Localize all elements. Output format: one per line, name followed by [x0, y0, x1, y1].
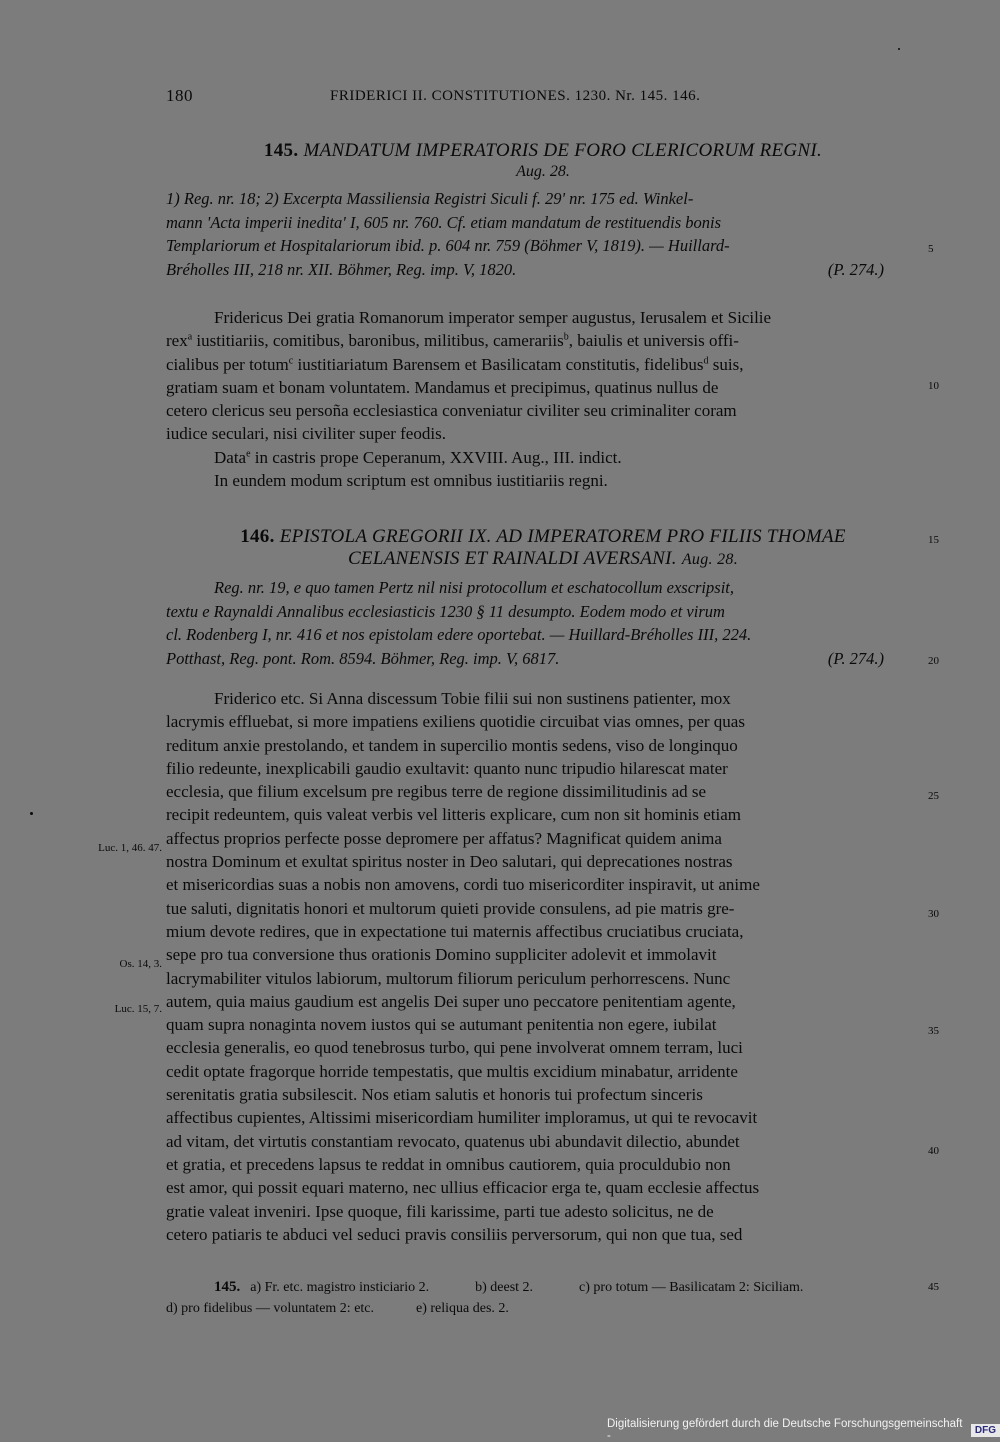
text-line: iudice seculari, nisi civiliter super feodis. — [166, 424, 446, 444]
text-line: lacrymis effluebat, si more impatiens exiliens quotidie circuibat vias omnes, per quas — [166, 712, 745, 732]
text-line: ecclesia, que filium excelsum pre regibus terre de regione dissimilitudinis ad se — [166, 782, 707, 802]
text-line: ad vitam, det virtutis constantiam revocato, quatenus ubi abundavit dilectio, abundet — [166, 1131, 740, 1151]
footnote-marker: c — [288, 354, 294, 366]
text-line: quam supra nonaginta novem iustos qui se autumant penitentia non egere, iubilat — [166, 1015, 717, 1035]
line-number: 40 — [928, 1145, 939, 1157]
line-number: 25 — [928, 790, 939, 802]
doc-146-date: Aug. 28. — [681, 551, 739, 568]
footnote-marker: e — [246, 448, 251, 460]
text-fragment: Data — [214, 447, 247, 467]
footer-credit — [607, 1418, 1000, 1442]
footnote-marker: d — [703, 354, 709, 366]
doc-146-heading — [166, 526, 920, 571]
text-fragment: , baiulis et universis offi- — [568, 331, 739, 351]
doc-146-title-cont: CELANENSIS ET RAINALDI AVERSANI. — [347, 548, 677, 569]
text-line: Friderico etc. Si Anna discessum Tobie filii sui non sustinens patienter, mox — [214, 689, 731, 708]
dfg-logo: DFG — [971, 1424, 1000, 1437]
text-line: et misericordias suas a nobis non amovens, cordi tuo misericorditer inspiravit, ut anime — [166, 875, 760, 895]
doc-145-heading — [166, 140, 920, 182]
doc-145-number: 145. — [263, 140, 299, 161]
margin-reference: Luc. 15, 7. — [114, 1003, 162, 1015]
footnote-marker: a — [187, 331, 193, 343]
text-line: Fridericus Dei gratia Romanorum imperator semper augustus, Ierusalem et Sicilie — [214, 308, 772, 327]
footnote-marker: b — [563, 331, 569, 343]
text-line: lacrymabiliter vitulos labiorum, multorum filiorum periculum perhorrescens. Nunc — [166, 968, 731, 988]
text-line: affectus proprios perfecte posse depromere per affatus? Magnificat quidem anima — [166, 828, 722, 848]
footnote-c: c) pro totum — Basilicatam 2: Siciliam. — [579, 1280, 804, 1295]
text-line: In eundem modum scriptum est omnibus iustitiariis regni. — [214, 471, 608, 491]
doc-146-title: EPISTOLA GREGORII IX. AD IMPERATOREM PRO FILIIS THOMAE — [279, 526, 846, 547]
source-line: Templariorum et Hospitalariorum ibid. p. 604 nr. 759 (Böhmer V, 1819). — Huillard- — [166, 236, 730, 255]
source-line: Reg. nr. 19, e quo tamen Pertz nil nisi protocollum et eschatocollum exscripsit, — [214, 578, 734, 597]
text-line: et gratia, et precedens lapsus te reddat in omnibus cautiorem, quia proculdubio non — [166, 1154, 731, 1174]
text-line: autem, quia maius gaudium est angelis Dei super uno peccatore penitentiam agente, — [166, 991, 736, 1011]
line-number: 10 — [928, 380, 939, 392]
source-line: cl. Rodenberg I, nr. 416 et nos epistolam edere oportebat. — Huillard-Bréholles III, 224. — [166, 625, 752, 644]
source-line: 1) Reg. nr. 18; 2) Excerpta Massiliensia Registri Siculi f. 29' nr. 175 ed. Winkel- — [166, 189, 694, 208]
text-line: mium devote redires, que in expectatione tui maternis affectibus cruciatibus cruciata, — [166, 921, 744, 941]
running-title: FRIDERICI II. CONSTITUTIONES. 1230. Nr. 145. 146. — [330, 88, 701, 104]
source-line: textu e Raynaldi Annalibus ecclesiasticis 1230 § 11 desumpto. Eodem modo et virum — [166, 601, 725, 621]
text-line: reditum anxie prestolando, et tandem in supercilio montis sedens, viso de longinquo — [166, 735, 738, 755]
margin-reference: Luc. 1, 46. 47. — [98, 842, 162, 854]
text-line: sepe pro tua conversione thus orationis Domino suppliciter adolevit et immolavit — [166, 945, 717, 965]
source-line: Bréholles III, 218 nr. XII. Böhmer, Reg. imp. V, 1820. — [166, 259, 517, 279]
line-number: 30 — [928, 908, 939, 920]
text-line: affectibus cupientes, Altissimi misericordiam humiliter imploramus, ut qui te revocavit — [166, 1108, 758, 1128]
text-line: tue saluti, dignitatis honori et multorum quieti provide consulens, ad pie matris gre- — [166, 898, 735, 918]
text-fragment: iustitiariatum Barensem et Basilicatam constitutis, fidelibus — [293, 354, 704, 374]
text-line: serenitatis gratia subsilescit. Nos etiam salutis et honoris tui profectum sinceris — [166, 1085, 703, 1105]
footnotes — [166, 1277, 920, 1319]
doc-146-sources — [166, 576, 920, 670]
text-fragment: rex — [166, 331, 188, 351]
footnote-a: a) Fr. etc. magistro insticiario 2. — [250, 1280, 430, 1295]
text-line: recipit redeuntem, quis valeat verbis vel litteris explicare, cum non sit hominis etiam — [166, 805, 742, 825]
doc-145-date: Aug. 28. — [516, 163, 570, 180]
source-line: Potthast, Reg. pont. Rom. 8594. Böhmer, Reg. imp. V, 6817. — [166, 648, 560, 668]
text-line: ecclesia generalis, eo quod tenebrosus turbo, qui pene involverat omnem terram, luci — [166, 1038, 743, 1058]
line-number: 5 — [928, 243, 934, 255]
doc-145-text — [166, 306, 920, 492]
text-fragment: suis, — [708, 354, 744, 374]
line-number: 45 — [928, 1281, 939, 1293]
source-line: mann 'Acta imperii inedita' I, 605 nr. 760. Cf. etiam mandatum de restituendis bonis — [166, 212, 722, 232]
doc-146-text — [166, 687, 920, 1246]
text-line: gratie valeat inveniri. Ipse quoque, fili karissime, parti tue adesto solicitus, ne de — [166, 1201, 714, 1221]
text-line: nostra Dominum et exultat spiritus noster in Deo salutari, qui deprecationes nostras — [166, 852, 733, 872]
text-line: filio redeunte, inexplicabili gaudio exultavit: quanto nunc tripudio hilarescat mater — [166, 758, 728, 778]
footnote-e: e) reliqua des. 2. — [416, 1301, 509, 1316]
footer-text: Digitalisierung gefördert durch die Deutsche Forschungsgemeinschaft - — [607, 1418, 963, 1442]
line-number: 35 — [928, 1025, 939, 1037]
line-number: 15 — [928, 534, 939, 546]
speck — [898, 48, 900, 50]
source-ref: (P. 274.) — [827, 259, 884, 279]
text-line: est amor, qui possit equari materno, nec ullius efficacior erga te, quam ecclesie affectus — [166, 1178, 760, 1198]
text-fragment: in castris prope Ceperanum, XXVIII. Aug., III. indict. — [250, 447, 622, 467]
speck — [30, 812, 33, 815]
doc-145-sources — [166, 187, 920, 281]
doc-145-title: MANDATUM IMPERATORIS DE FORO CLERICORUM REGNI. — [303, 140, 823, 161]
footnote-b: b) deest 2. — [475, 1280, 534, 1295]
text-line: cetero patiaris te abduci vel seduci pravis consiliis perversorum, qui non que tua, sed — [166, 1224, 743, 1244]
doc-146-number: 146. — [240, 526, 275, 547]
text-fragment: iustitiariis, comitibus, baronibus, militibus, camerariis — [192, 331, 564, 351]
page-number: 180 — [166, 86, 193, 105]
source-ref: (P. 274.) — [827, 648, 884, 668]
footnote-lead: 145. — [214, 1279, 241, 1295]
text-line: cedit optate fragorque horride tempestatis, que multis excidium minabatur, arridente — [166, 1061, 738, 1081]
text-line: cetero clericus seu persoña ecclesiastica conveniatur civiliter seu criminaliter coram — [166, 401, 737, 421]
text-fragment: cialibus per totum — [166, 354, 289, 374]
margin-reference: Os. 14, 3. — [119, 958, 162, 970]
footnote-d: d) pro fidelibus — voluntatem 2: etc. — [166, 1301, 375, 1316]
text-line: gratiam suam et bonam voluntatem. Mandamus et precipimus, quatinus nullus de — [166, 377, 719, 397]
line-number: 20 — [928, 655, 939, 667]
